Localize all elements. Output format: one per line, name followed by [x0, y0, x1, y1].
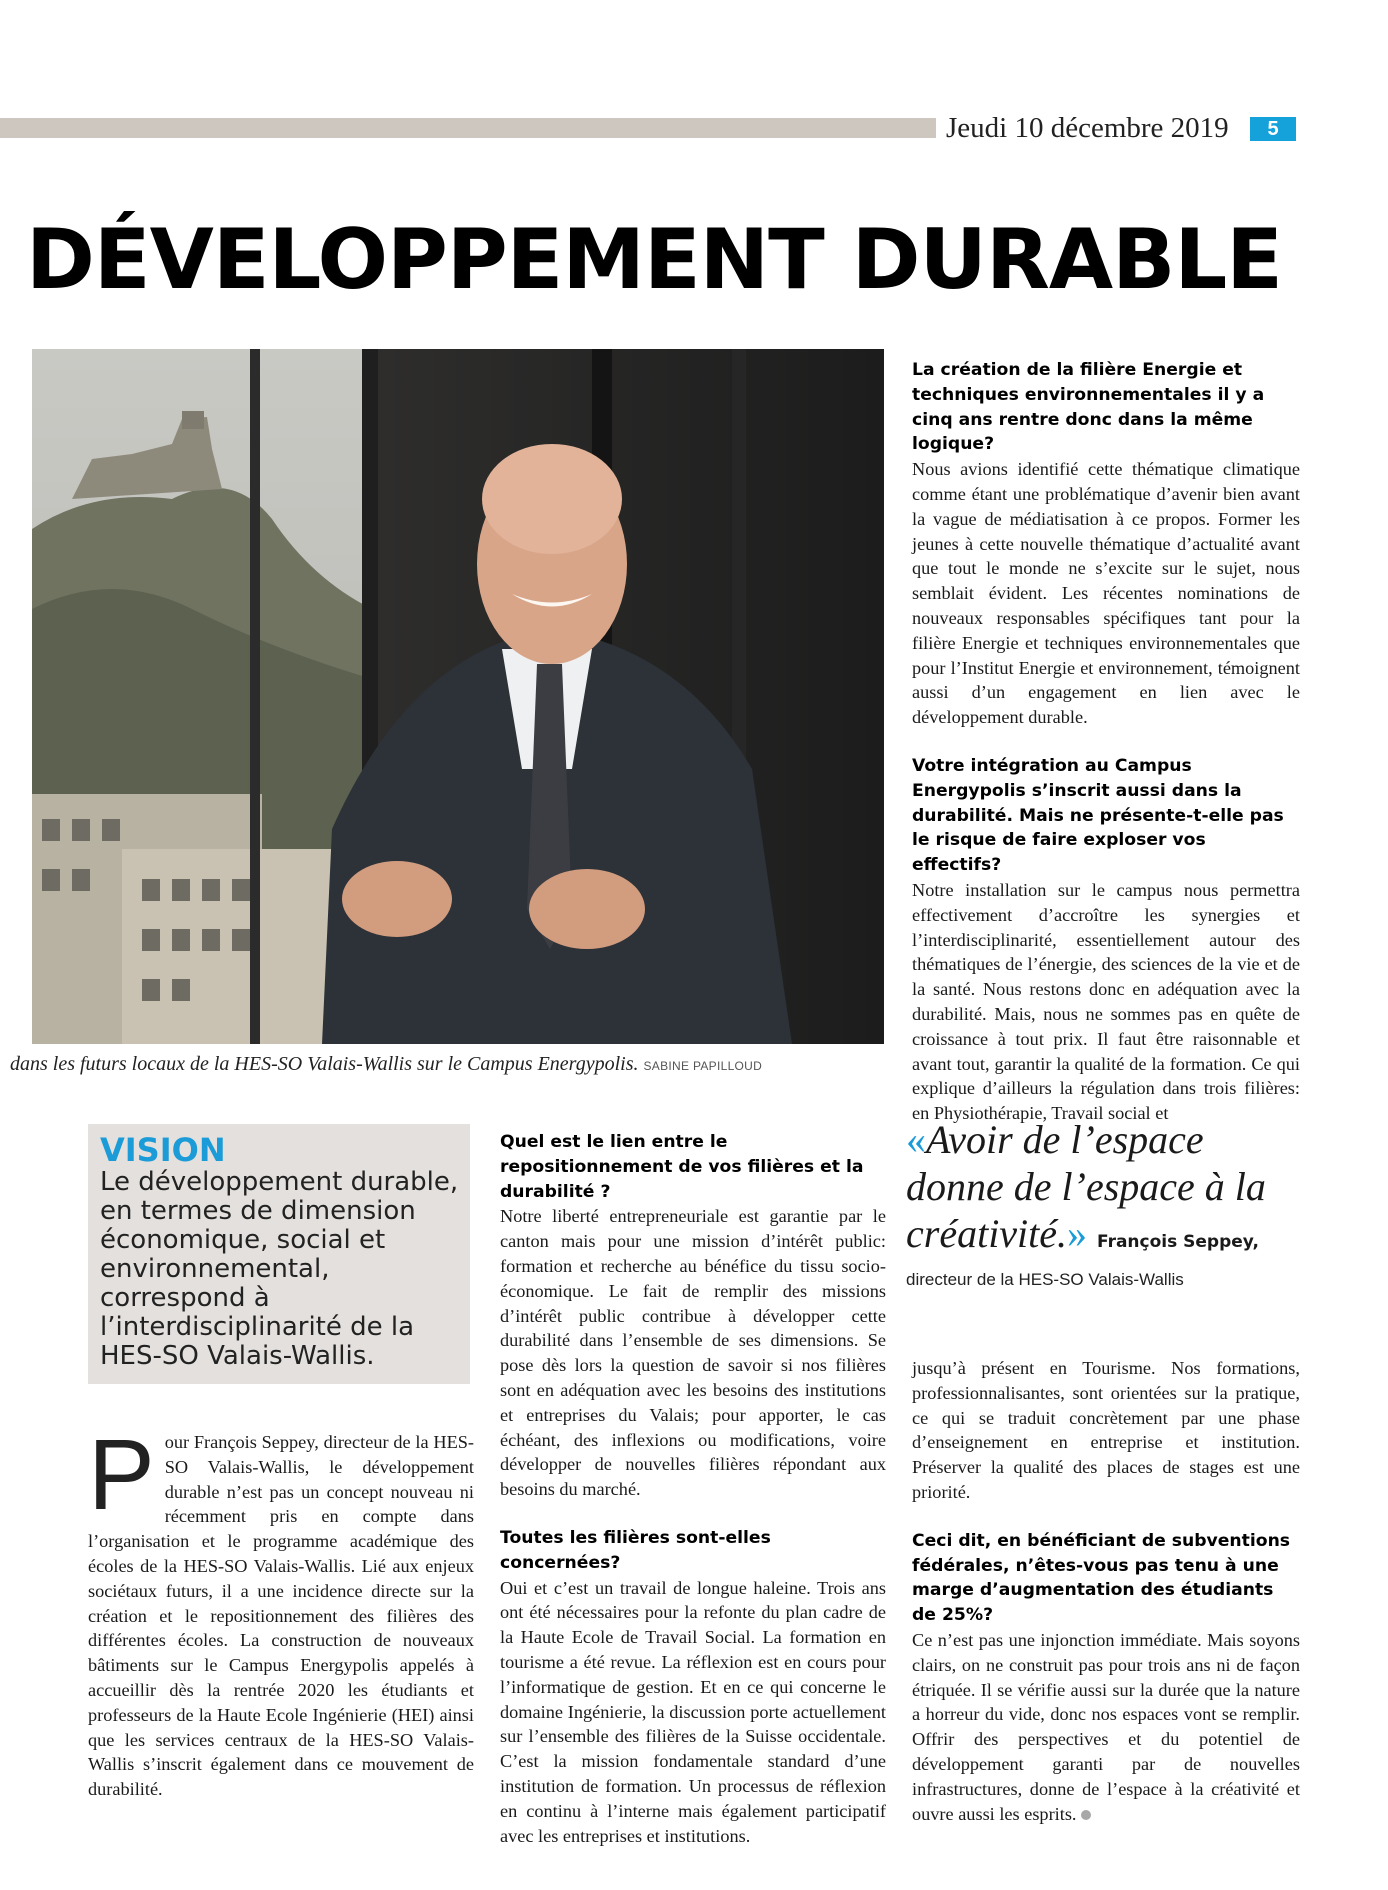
quote-author-role: directeur de la HES-SO Valais-Wallis	[906, 1270, 1184, 1289]
issue-date: Jeudi 10 décembre 2019	[946, 112, 1229, 144]
photo-caption	[10, 1052, 890, 1078]
answer-continuation: jusqu’à présent en Tourisme. Nos formations, professionnalisantes, sont orientées sur la pratique, ce qui se traduit concrètement par une phase d’enseignement en entreprise et institution. Préserver la qualité des places de stages est une priorité.	[912, 1358, 1300, 1502]
header-rule	[0, 118, 936, 138]
question-filiere-energie: La création de la filière Energie et techniques environnementales il y a cinq ans rentre donc dans la même logique?	[912, 360, 1265, 455]
drop-cap: P	[88, 1419, 155, 1531]
quote-author: François Seppey,	[1097, 1232, 1260, 1252]
answer-repositionnement: Notre liberté entrepreneuriale est garantie par le canton mais pour une mission d’intérêt public: formation et recherche au bénéfice du tissu socio-économique. Le fait de remplir des missions d’intérêt public contribue à développer cette durabilité dans l’ensemble de ses dimensions. Se pose dès lors la question de savoir si nos filières sont en adéquation avec les besoins des institutions et entreprises du Valais; pour apporter, le cas échéant, des inflexions ou modifications, voire développer de nouvelles filières répondant aux besoins du marché.	[500, 1206, 886, 1500]
vision-text: Le développement durable, en termes de dimension économique, social et environnemental, correspond à l’interdisciplinarité de la HES-SO Valais-Wallis.	[100, 1167, 459, 1371]
question-repositionnement: Quel est le lien entre le repositionnement de vos filières et la durabilité ?	[500, 1132, 864, 1202]
answer-campus-energypolis: Notre installation sur le campus nous permettra effectivement d’accroître les synergies et l’interdisciplinarité, essentiellement autour des thématiques de l’énergie, des sciences de la vie et de la santé. Nous restons donc en adéquation avec la durabilité. Mais, nous ne sommes pas en quête de croissance à tout prix. Il faut être raisonnable et avant tout, garantir la qualité de la formation. Ce qui explique d’ailleurs la régulation dans trois filières: en Physiothérapie, Travail social et	[912, 879, 1300, 1124]
question-campus-energypolis: Votre intégration au Campus Energypolis s’inscrit aussi dans la durabilité. Mais ne présente-t-elle pas le risque de faire exploser vos effectifs?	[912, 755, 1284, 876]
right-column-bottom	[912, 1356, 1300, 1826]
portrait-photo	[32, 349, 884, 1044]
answer-subventions	[912, 1628, 1300, 1826]
vision-label: VISION	[100, 1131, 226, 1169]
intro-text: our François Seppey, directeur de la HES-SO Valais-Wallis, le développement durable n’est pas un concept nouveau ni récemment pris en compte dans l’organisation et le programme académique des écoles de la HES-SO Valais-Wallis. Lié aux enjeux sociétaux futurs, il a une incidence directe sur la création et le repositionnement des filières des différentes écoles. La construction de nouveaux bâtiments sur le Campus Energypolis appelés à accueillir dès la rentrée 2020 les étudiants et professeurs de la Haute Ecole Ingénierie (HEI) ainsi que les services centraux de la HES-SO Valais-Wallis s’inscrit également dans ce mouvement de durabilité.	[88, 1432, 474, 1800]
page-number-badge: 5	[1250, 117, 1296, 141]
quote-open-mark: «	[906, 1117, 926, 1162]
question-filieres-concernees: Toutes les filières sont-elles concernées?	[500, 1527, 771, 1573]
answer-filiere-energie: Nous avions identifié cette thématique climatique comme étant une problématique d’avenir bien avant la vague de médiatisation à ce propos. Former les jeunes à cette nouvelle thématique d’actualité avant que tout le monde ne s’excite sur le sujet, nous semblait évident. Les récentes nominations de nouveaux responsables spécifiques tant pour la filière Energie et techniques environnementales que pour l’Institut Energie et environnement, témoignent aussi d’un engagement en lien avec le développement durable.	[912, 459, 1300, 728]
answer-subventions-text: Ce n’est pas une injonction immédiate. Mais soyons clairs, on ne construit pas pour trois ans ni de façon étriquée. Il se vérifie aussi sur la durée que la nature a horreur du vide, donc nos espaces vont se remplir. Offrir des perspectives et du potentiel de développement garanti par de nouvelles infrastructures, donne de l’espace à la créativité et ouvre aussi les esprits.	[912, 1629, 1300, 1824]
quote-close-mark: »	[1067, 1211, 1088, 1256]
caption-text: dans les futurs locaux de la HES-SO Valais-Wallis sur le Campus Energypolis.	[10, 1053, 639, 1075]
pull-quote	[906, 1116, 1306, 1266]
right-column-top	[912, 358, 1300, 1126]
quote-text: Avoir de l’espace donne de l’espace à la créativité.	[906, 1117, 1266, 1256]
end-of-article-dot	[1081, 1810, 1091, 1820]
middle-column	[500, 1130, 886, 1848]
photo-credit: SABINE PAPILLOUD	[643, 1059, 763, 1073]
intro-paragraph	[88, 1419, 474, 1802]
question-subventions: Ceci dit, en bénéficiant de subventions fédérales, n’êtes-vous pas tenu à une marge d’augmentation des étudiants de 25%?	[912, 1530, 1291, 1626]
vision-box	[88, 1124, 470, 1384]
answer-filieres-concernees: Oui et c’est un travail de longue haleine. Trois ans ont été nécessaires pour la refonte du plan cadre de la Haute Ecole de Travail Social. La formation en tourisme a été revue. La réflexion est en cours pour l’informatique de gestion. Et en ce qui concerne le domaine Ingénierie, la discussion porte actuellement sur l’ensemble des filières de la Suisse occidentale. C’est la mission fondamentale standard d’une institution de formation. Un processus de réflexion en continu à l’interne mais également participatif avec les entreprises et institutions.	[500, 1577, 886, 1846]
section-title: DÉVELOPPEMENT DURABLE	[26, 211, 1282, 308]
